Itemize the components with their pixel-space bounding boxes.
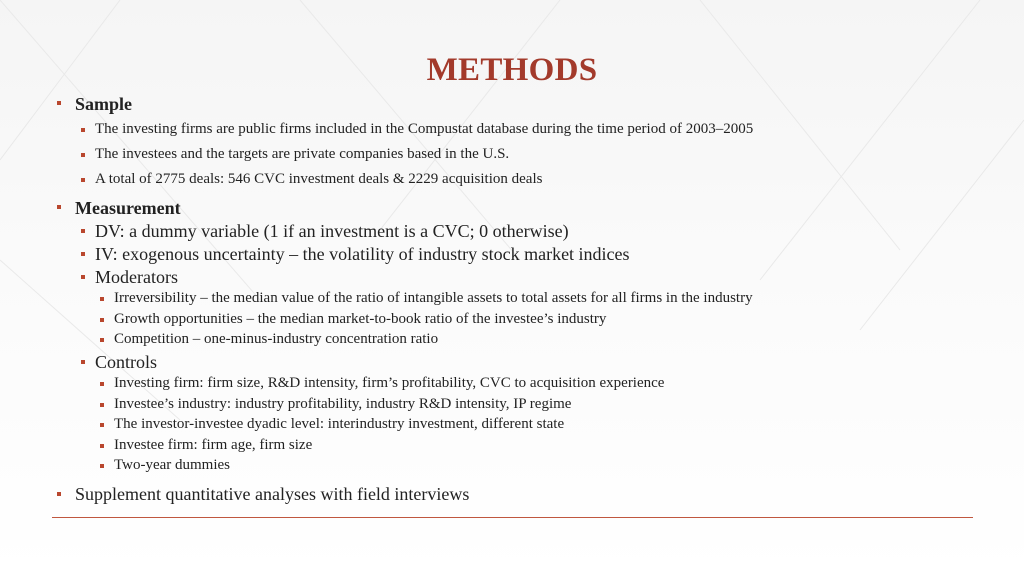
bullet-control-5 [100, 464, 104, 468]
bullet-controls [81, 360, 85, 364]
sample-item-3: A total of 2775 deals: 546 CVC investment deals & 2229 acquisition deals [95, 171, 543, 187]
page-title: METHODS [426, 52, 598, 88]
controls-label: Controls [95, 352, 158, 372]
control-item-3: The investor-investee dyadic level: interindustry investment, different state [114, 416, 565, 432]
bullet-control-4 [100, 444, 104, 448]
bullet-moderator-1 [100, 297, 104, 301]
footer-divider [52, 517, 973, 518]
measurement-iv: IV: exogenous uncertainty – the volatility of industry stock market indices [95, 244, 630, 264]
bullet-sample-item-3 [81, 178, 85, 182]
bullet-sample-item-1 [81, 128, 85, 132]
bullet-supplement [57, 492, 61, 496]
measurement-heading: Measurement [75, 198, 181, 218]
bullet-moderator-2 [100, 318, 104, 322]
bullet-measurement [57, 205, 61, 209]
bullet-sample [57, 101, 61, 105]
bullet-iv [81, 252, 85, 256]
bullet-dv [81, 229, 85, 233]
moderator-item-3: Competition – one-minus-industry concentration ratio [114, 331, 439, 347]
sample-heading: Sample [75, 94, 133, 114]
sample-item-1: The investing firms are public firms included in the Compustat database during the time period of 2003–2005 [95, 121, 754, 137]
moderators-label: Moderators [95, 267, 178, 287]
control-item-2: Investee’s industry: industry profitability, industry R&D intensity, IP regime [114, 396, 572, 412]
measurement-dv: DV: a dummy variable (1 if an investment is a CVC; 0 otherwise) [95, 221, 569, 241]
bullet-control-1 [100, 382, 104, 386]
bullet-control-2 [100, 403, 104, 407]
moderator-item-1: Irreversibility – the median value of the ratio of intangible assets to total assets for all firms in the industry [114, 290, 753, 306]
sample-item-2: The investees and the targets are private companies based in the U.S. [95, 146, 510, 162]
bullet-moderator-3 [100, 338, 104, 342]
bullet-moderators [81, 275, 85, 279]
control-item-4: Investee firm: firm age, firm size [114, 437, 313, 453]
bullet-sample-item-2 [81, 153, 85, 157]
control-item-1: Investing firm: firm size, R&D intensity, firm’s profitability, CVC to acquisition experience [114, 375, 665, 391]
moderator-item-2: Growth opportunities – the median market-to-book ratio of the investee’s industry [114, 311, 607, 327]
supplement-text: Supplement quantitative analyses with field interviews [75, 484, 470, 504]
bullet-control-3 [100, 423, 104, 427]
control-item-5: Two-year dummies [114, 457, 231, 473]
